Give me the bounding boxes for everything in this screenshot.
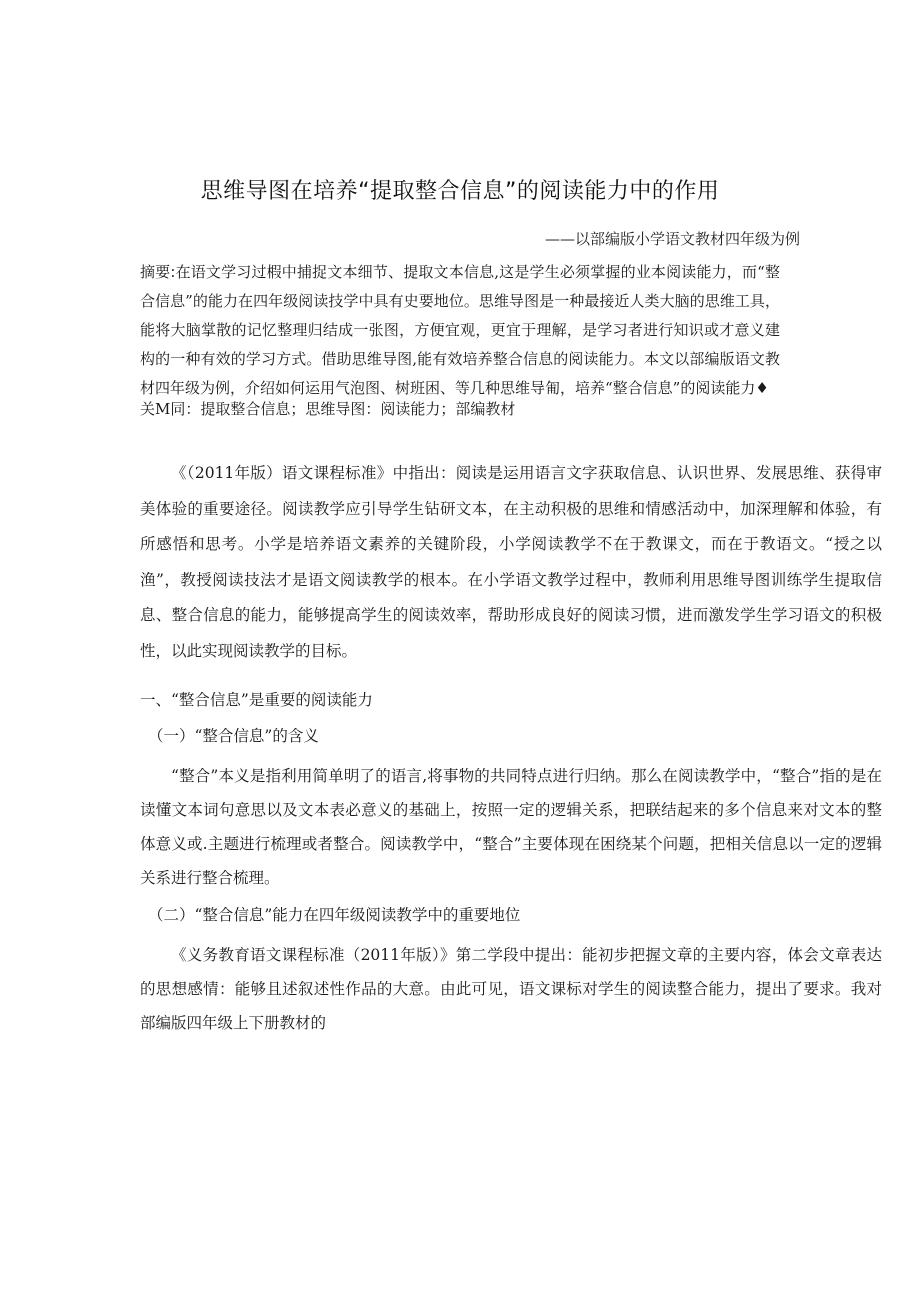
section-heading-1: 一、“整合信息”是重要的阅读能力 xyxy=(140,691,373,709)
keywords: 关M同：提取整合信息；思维导图：阅读能力；部编教材 xyxy=(140,400,516,418)
subsection-heading-2: （二）“整合信息”能力在四年级阅读教学中的重要地位 xyxy=(148,906,521,924)
body-paragraph-2: “整合”本义是指利用简单明了的语言,将事物的共同特点进行归纳。那么在阅读教学中，“整合”指的是在读懂文本词句意思以及文本表必意义的基础上，按照一定的逻辑关系，把联结起来的多个信息来对文本的整体意义或.主题进行梳理或者整合。阅读教学中，“整合”主要体现在困绕某个问题，把相关信息以一定的逻辑关系进行整合梳理。 xyxy=(140,767,882,887)
body-paragraph-1: 《（2011年版）语文课程标准》中指出：阅读是运用语言文字获取信息、认识世界、发展思维、获得审美体验的重要途径。阅读教学应引导学生钻研文本，在主动积极的思维和情感活动中，加深理解和体验，有所感悟和思考。小学是培养语文素养的关键阶段，小学阅读教学不在于教课文，而在于教语文。“授之以渔”，教授阅读技法才是语文阅读教学的根本。在小学语文教学过程中，教师利用思维导图训练学生提取信息、整合信息的能力，能够提高学生的阅读效率，帮助形成良好的阅读习惯，进而激发学生学习语文的积极性，以此实现阅读教学的目标。 xyxy=(140,464,882,660)
body-paragraph-3: 《义务教育语文课程标准（2011年版）》第二学段中提出：能初步把握文章的主要内容，体会文章表达的思想感情：能够且述叙述性作品的大意。由此可见，语文课标对学生的阅读整合能力，提出了要求。我对部编版四年级上下册教材的 xyxy=(140,946,882,1032)
document-title: 思维导图在培养“提取整合信息”的阅读能力中的作用 xyxy=(200,179,720,204)
abstract xyxy=(140,258,780,403)
abstract-label: 摘要: xyxy=(140,263,176,281)
abstract-text: 在语文学习过椵中捕捉文本细节、提取文本信息,这是学生必须掌握的业本阅读能力，而“整合信息”的能力在四年级阅读技学中具有史要地位。思维导图是一种最接近人类大脑的思维工具，能将大脑掌散的记忆整理归结成一张图，方便宜观，更宜于理解，是学习者进行知识或才意义建构的一种有效的学习方式。借助思维导图,能有效培养整合信息的阅读能力。本文以部编版语文教材四年级为例，介绍如何运用气泡图、树班困、等几种思维导匍，培养“整合信息”的阅读能力♦ xyxy=(140,263,780,397)
document-subtitle: ——以部编版小学语文教材四年级为例 xyxy=(544,230,800,248)
subsection-heading-1: （一）“整合信息”的含义 xyxy=(148,727,319,745)
